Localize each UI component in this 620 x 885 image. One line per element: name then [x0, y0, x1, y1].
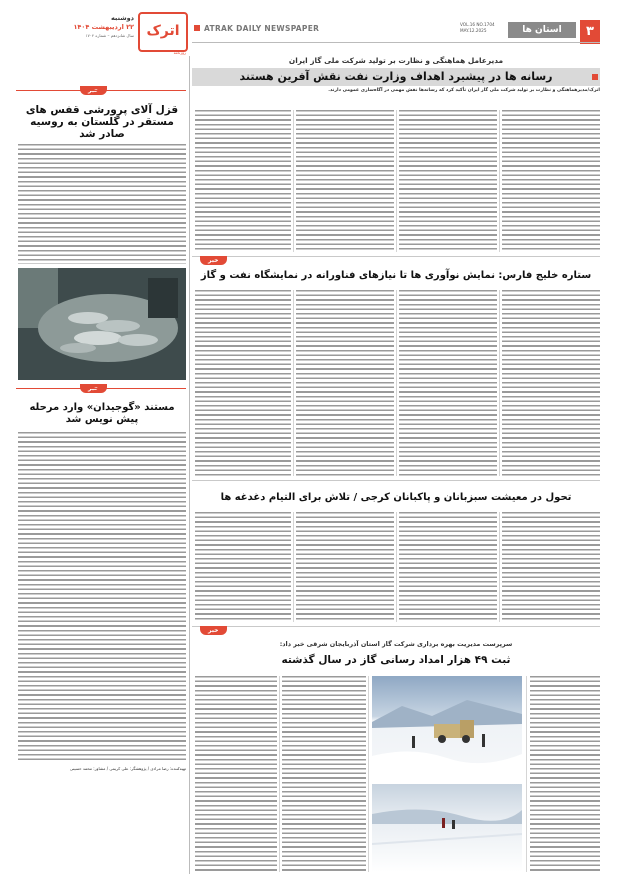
gas-column-rule [279, 676, 280, 872]
lead-kicker: مدیرعامل هماهنگی و نظارت بر تولید شرکت ملی گاز ایران [288, 56, 504, 65]
gas-headline: ثبت ۴۹ هزار امداد رسانی گاز در سال گذشته [281, 654, 511, 666]
page-number-box: ۳ [580, 20, 600, 44]
fair-tag: خبر [200, 256, 227, 265]
gas-column-rule [526, 676, 527, 872]
environment-body-col1 [502, 512, 600, 622]
lead-body-col3 [296, 110, 394, 252]
section-divider [192, 256, 600, 257]
lead-summary: اترک/مدیرهماهنگی و نظارت بر تولید شرکت ملی گاز ایران تأکید کرد که رسانه‌ها نقش مهمی در آگاه‌سازی عمومی دارند. [328, 88, 600, 93]
gas-kicker: سرپرست مدیریت بهره برداری شرکت گاز استان آذربایجان شرقی خبر داد: [279, 640, 513, 648]
fair-column-rule [293, 290, 294, 476]
gas-column-rule [368, 676, 369, 872]
volume-number: VOL.16 NO.1704 [460, 22, 495, 27]
gas-body-col1 [530, 676, 600, 872]
environment-body-col2 [399, 512, 497, 622]
left-column-rule [189, 56, 190, 874]
fish-body [18, 144, 186, 264]
fair-column-rule [396, 290, 397, 476]
fair-body-col1 [502, 290, 600, 476]
lead-headline-marker [592, 74, 598, 80]
environment-body-col4 [195, 512, 291, 622]
lead-column-rule [499, 110, 500, 252]
snow-workers-illustration [372, 784, 522, 872]
fish-headline: قزل آلای پرورشی قفس های مستقر در گلستان به روسیه صادر شد [25, 104, 179, 140]
snow-field-photo [372, 784, 522, 872]
goijedan-body [18, 432, 186, 762]
newspaper-name: ATRAK DAILY NEWSPAPER [204, 24, 320, 33]
environment-column-rule [499, 512, 500, 622]
header-rule [192, 42, 600, 43]
fish-tag-rule [16, 90, 186, 91]
fair-body-col2 [399, 290, 497, 476]
fair-body-col3 [296, 290, 394, 476]
goijedan-tag: خبر [80, 384, 107, 393]
section-divider [192, 626, 600, 627]
lead-headline: رسانه ها در پیشبرد اهداف وزارت نفت نقش آفرین هستند [192, 68, 600, 86]
issue-volume-fa: سال شانزدهم – شماره ۱۷۰۴ [85, 33, 134, 38]
environment-body-col3 [296, 512, 394, 622]
fair-headline: ستاره خلیج فارس: نمایش نوآوری ها تا نیازهای فناورانه در نمایشگاه نفت و گاز [200, 270, 592, 281]
lead-column-rule [396, 110, 397, 252]
volume-info [460, 22, 506, 33]
goijedan-headline: مستند «گوجیدان» وارد مرحله پیش نویس شد [29, 402, 175, 425]
page-header [192, 20, 600, 46]
goijedan-credits: تهیه‌کننده: رضا مرادی / پژوهشگر: علی کریمی / مشاور: محمد حسینی [69, 766, 186, 771]
issue-date: MAY.12.2025 [460, 27, 487, 33]
gas-tag: خبر [200, 626, 227, 635]
lead-body-col1 [502, 110, 600, 252]
header-square-icon [194, 25, 200, 31]
lead-body-col2 [399, 110, 497, 252]
fair-body-col4 [195, 290, 291, 476]
section-divider [192, 480, 600, 481]
fish-tag: خبر [80, 86, 107, 95]
environment-headline: تحول در معیشت سبزبانان و پاکبانان کرجی / تلاش برای التیام دغدغه ها [220, 492, 572, 503]
logo-mark: اترک [138, 12, 188, 52]
lead-column-rule [293, 110, 294, 252]
snow-truck-photo [372, 676, 522, 782]
goijedan-tag-rule [16, 388, 186, 389]
issue-date-fa: ۲۲ اردیبهشت ۱۴۰۴ [73, 23, 134, 31]
fish-photo [18, 268, 186, 380]
gas-body-col3 [195, 676, 277, 872]
gas-body-col2 [282, 676, 366, 872]
fish-catch-illustration [18, 268, 186, 380]
issue-day: دوشنبه [110, 14, 134, 22]
snow-truck-illustration [372, 676, 522, 782]
environment-column-rule [396, 512, 397, 622]
section-title: استان ها [508, 22, 576, 38]
lead-body-col4 [195, 110, 291, 252]
masthead-logo [18, 12, 188, 54]
logo-subtitle: روزنامه [173, 50, 186, 55]
environment-column-rule [293, 512, 294, 622]
fair-column-rule [499, 290, 500, 476]
